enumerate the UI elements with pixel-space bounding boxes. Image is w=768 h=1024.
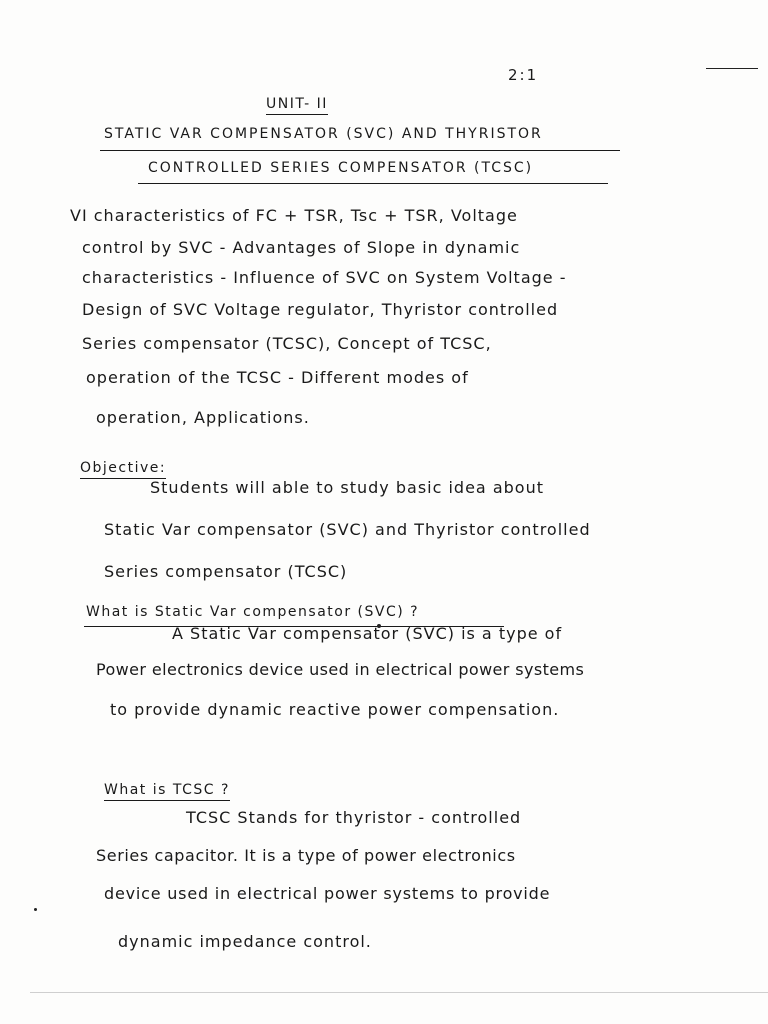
- q1-heading: What is Static Var compensator (SVC) ?: [86, 604, 420, 620]
- q1-answer-line-3: to provide dynamic reactive power compensation.: [110, 700, 560, 719]
- corner-pen-mark: [706, 68, 758, 69]
- title-underline-2: [138, 183, 608, 184]
- syllabus-line-7: operation, Applications.: [96, 408, 310, 427]
- syllabus-line-1: VI characteristics of FC + TSR, Tsc + TSR, Voltage: [70, 206, 518, 225]
- unit-heading: UNIT- II: [266, 96, 328, 115]
- page-number: 2:1: [508, 66, 539, 84]
- q1-answer-line-1: A Static Var compensator (SVC) is a type of: [172, 624, 563, 643]
- objective-line-2: Static Var compensator (SVC) and Thyristor controlled: [104, 520, 591, 539]
- margin-dot: [34, 908, 37, 911]
- objective-line-3: Series compensator (TCSC): [104, 562, 348, 581]
- q2-answer-line-1: TCSC Stands for thyristor - controlled: [186, 808, 522, 827]
- objective-heading: Objective:: [80, 460, 166, 479]
- objective-line-1: Students will able to study basic idea about: [150, 478, 544, 497]
- page-bottom-edge: [30, 992, 768, 993]
- syllabus-line-5: Series compensator (TCSC), Concept of TCSC,: [82, 334, 492, 353]
- q2-answer-line-4: dynamic impedance control.: [118, 932, 372, 951]
- title-line-2: CONTROLLED SERIES COMPENSATOR (TCSC): [148, 160, 534, 176]
- syllabus-line-6: operation of the TCSC - Different modes of: [86, 368, 469, 387]
- q2-answer-line-3: device used in electrical power systems to provide: [104, 884, 551, 903]
- q2-answer-line-2: Series capacitor. It is a type of power electronics: [96, 846, 516, 865]
- syllabus-line-4: Design of SVC Voltage regulator, Thyristor controlled: [82, 300, 559, 319]
- title-line-1: STATIC VAR COMPENSATOR (SVC) AND THYRISTOR: [104, 126, 543, 142]
- syllabus-line-2: control by SVC - Advantages of Slope in dynamic: [82, 238, 521, 257]
- title-underline-1: [100, 150, 620, 151]
- q2-heading: What is TCSC ?: [104, 782, 230, 801]
- syllabus-line-3: characteristics - Influence of SVC on System Voltage -: [82, 268, 567, 287]
- q1-answer-line-2: Power electronics device used in electrical power systems: [96, 660, 585, 679]
